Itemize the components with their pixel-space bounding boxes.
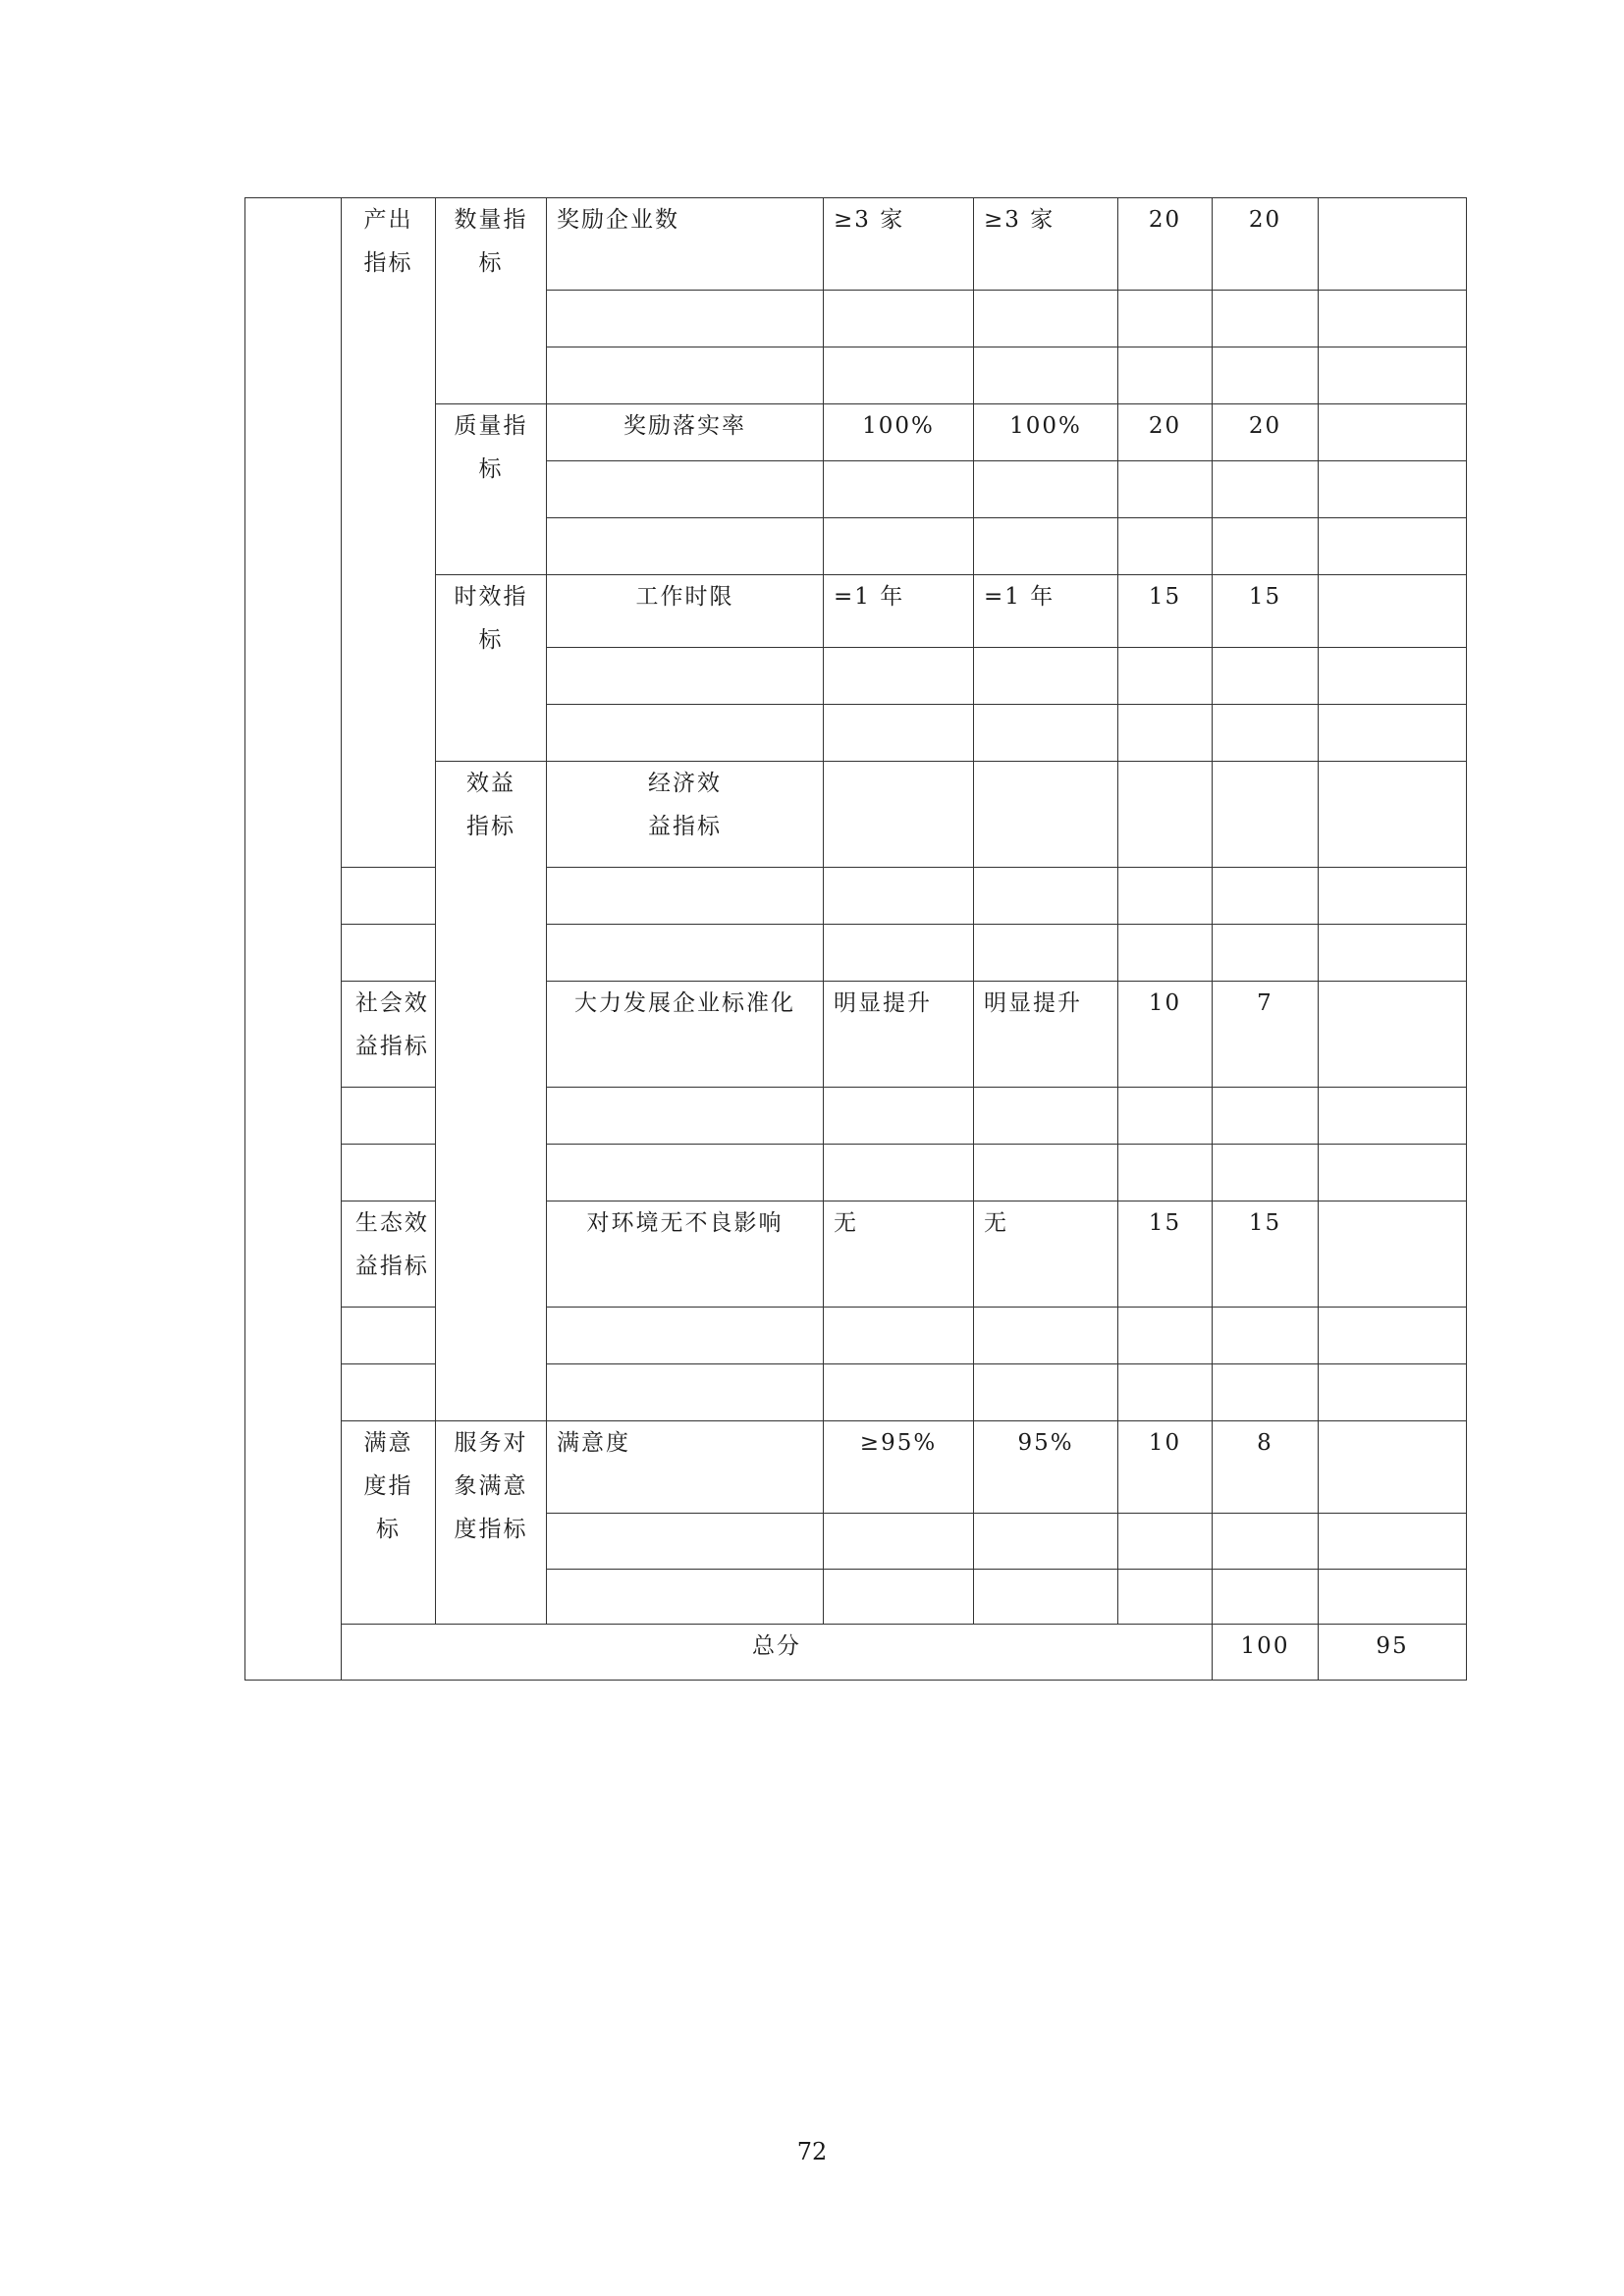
quantity-score: 20: [1213, 198, 1319, 291]
level2-economic-cell: [547, 762, 824, 868]
page-number: 72: [796, 2138, 828, 2165]
timeliness-weight: 15: [1118, 575, 1213, 648]
quantity-indicator-name: 奖励企业数: [547, 198, 824, 291]
satisfaction-actual: 95%: [974, 1421, 1118, 1514]
social-target: 明显提升: [824, 982, 974, 1088]
timeliness-remark: [1319, 575, 1467, 648]
level1-benefit-cell: [436, 762, 547, 1421]
social-actual: 明显提升: [974, 982, 1118, 1088]
level2-quality-cell: [436, 404, 547, 575]
quantity-target: ≥3 家: [824, 198, 974, 291]
table-row: [245, 1088, 1467, 1145]
ecological-weight: 15: [1118, 1201, 1213, 1308]
total-row: [245, 1625, 1467, 1681]
timeliness-indicator-name: 工作时限: [547, 575, 824, 648]
timeliness-actual: =1 年: [974, 575, 1118, 648]
quality-indicator-name: 奖励落实率: [547, 404, 824, 461]
level1-output-label: 产出指标: [363, 207, 413, 276]
ecological-indicator-name: 对环境无不良影响: [547, 1201, 824, 1308]
timeliness-score: 15: [1213, 575, 1319, 648]
table-row: [245, 1145, 1467, 1201]
quantity-weight: 20: [1118, 198, 1213, 291]
level1-satisfaction-cell: [342, 1421, 436, 1625]
quantity-remark: [1319, 198, 1467, 291]
quality-target: 100%: [824, 404, 974, 461]
ecological-actual: 无: [974, 1201, 1118, 1308]
first-level-blank-cell: [245, 198, 342, 1681]
quality-actual: 100%: [974, 404, 1118, 461]
total-label: 总分: [342, 1625, 1213, 1681]
table-row: [245, 982, 1467, 1088]
table-row: [245, 1364, 1467, 1421]
table-row: [245, 1201, 1467, 1308]
quality-weight: 20: [1118, 404, 1213, 461]
level2-ecological-cell: [342, 1201, 436, 1308]
level2-social-label: 社会效益指标: [354, 990, 429, 1059]
table-row: [245, 868, 1467, 925]
table-row: [245, 198, 1467, 291]
level2-ecological-label: 生态效益指标: [354, 1210, 429, 1279]
social-score: 7: [1213, 982, 1319, 1088]
level2-quantity-cell: [436, 198, 547, 404]
level2-timeliness-label: 时效指标: [454, 584, 528, 653]
satisfaction-remark: [1319, 1421, 1467, 1514]
satisfaction-weight: 10: [1118, 1421, 1213, 1514]
table-row: [245, 925, 1467, 982]
level1-satisfaction-label: 满意度指标: [363, 1430, 413, 1542]
ecological-remark: [1319, 1201, 1467, 1308]
satisfaction-target: ≥95%: [824, 1421, 974, 1514]
total-weight: 100: [1213, 1625, 1319, 1681]
quality-remark: [1319, 404, 1467, 461]
total-score: 95: [1319, 1625, 1467, 1681]
level2-social-cell: [342, 982, 436, 1088]
table-row: [245, 1308, 1467, 1364]
satisfaction-indicator-name: 满意度: [547, 1421, 824, 1514]
satisfaction-score: 8: [1213, 1421, 1319, 1514]
level2-timeliness-cell: [436, 575, 547, 762]
table-row: [245, 1421, 1467, 1514]
performance-table: [244, 197, 1467, 1681]
level1-output-cell: [342, 198, 436, 868]
ecological-target: 无: [824, 1201, 974, 1308]
level2-economic-label: 经济效益指标: [647, 771, 722, 839]
level1-benefit-label: 效益指标: [466, 771, 515, 839]
quality-score: 20: [1213, 404, 1319, 461]
social-weight: 10: [1118, 982, 1213, 1088]
ecological-score: 15: [1213, 1201, 1319, 1308]
level2-service-satisfaction-cell: [436, 1421, 547, 1625]
quantity-actual: ≥3 家: [974, 198, 1118, 291]
level2-service-satisfaction-label: 服务对象满意度指标: [454, 1430, 528, 1542]
social-remark: [1319, 982, 1467, 1088]
social-indicator-name: 大力发展企业标准化: [547, 982, 824, 1088]
level2-quantity-label: 数量指标: [454, 207, 528, 276]
level2-quality-label: 质量指标: [454, 413, 528, 482]
timeliness-target: =1 年: [824, 575, 974, 648]
